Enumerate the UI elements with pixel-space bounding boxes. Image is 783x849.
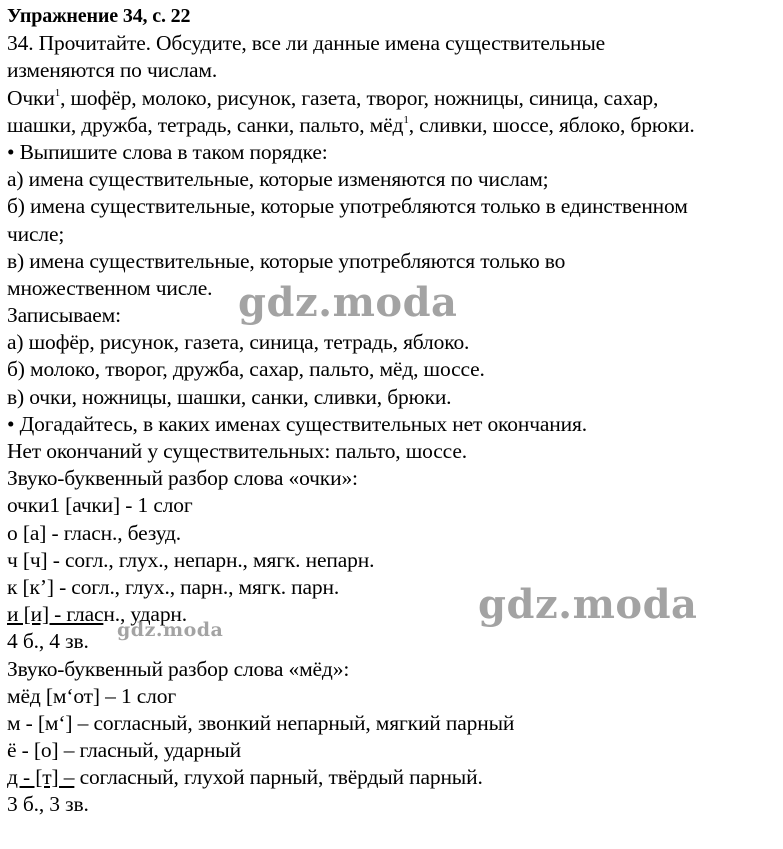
instruction-v-line-1: в) имена существительные, которые употребляются только во <box>7 248 566 273</box>
parse-ochki-o: о [а] - гласн., безуд. <box>7 520 181 545</box>
instruction-b-line-1: б) имена существительные, которые употребляются только в единственном <box>7 194 688 219</box>
parse-ochki-k: к [к’] - согл., глух., парн., мягк. парн. <box>7 574 340 599</box>
watermark-logo: gdz.moda <box>238 279 458 326</box>
word-ochki: Очки <box>7 85 55 110</box>
word-list-rest: , шофёр, молоко, рисунок, газета, творог, ножницы, синица, сахар, <box>60 85 659 110</box>
no-endings-answer: Нет окончаний у существительных: пальто, шоссе. <box>7 439 467 463</box>
question-bullet: • Догадайтесь, в каких именах существительных нет окончания. <box>7 411 587 436</box>
parse-text: н., ударн. <box>103 602 187 627</box>
word-list-rest: , сливки, шоссе, яблоко, брюки. <box>408 112 695 137</box>
word-list-line-2 <box>7 112 777 139</box>
document <box>7 3 777 819</box>
footnote-mark: 1 <box>403 113 409 126</box>
footnote-mark: 1 <box>54 86 61 99</box>
parse-med-m: м - [м‘] – согласный, звонкий непарный, мягкий парный <box>7 710 515 735</box>
parse-med-yo: ё - [о] – гласный, ударный <box>7 738 241 763</box>
exercise-heading: Упражнение 34, с. 22 <box>7 5 191 27</box>
parse-ochki-count: 4 б., 4 зв. <box>7 629 89 654</box>
task-line-2: изменяются по числам. <box>7 58 218 83</box>
underlined-text: и [и] - глас <box>7 602 104 627</box>
instruction-bullet: • Выпишите слова в таком порядке: <box>7 139 328 164</box>
answer-b: б) молоко, творог, дружба, сахар, пальто, мёд, шоссе. <box>7 357 485 382</box>
instruction-a: а) имена существительные, которые изменяются по числам; <box>7 167 549 192</box>
answer-label: Записываем: <box>7 303 121 328</box>
instruction-b-line-2: числе; <box>7 221 65 246</box>
parse-med-word: мёд [м‘от] – 1 слог <box>7 683 177 708</box>
underlined-text: д - [т] – <box>7 765 75 790</box>
instruction-v-line-2: множественном числе. <box>7 275 213 300</box>
parse-med-title: Звуко-буквенный разбор слова «мёд»: <box>7 656 350 681</box>
parse-med-count: 3 б., 3 зв. <box>7 792 89 817</box>
answer-a: а) шофёр, рисунок, газета, синица, тетрадь, яблоко. <box>7 330 470 355</box>
answer-v: в) очки, ножницы, шашки, санки, сливки, брюки. <box>7 384 452 409</box>
word-list-part: шашки, дружба, тетрадь, санки, пальто, мёд <box>7 112 404 137</box>
parse-med-d <box>7 764 777 791</box>
watermark-logo: gdz.moda <box>117 619 224 641</box>
parse-text: согласный, глухой парный, твёрдый парный. <box>74 765 483 790</box>
parse-ochki-word: очки1 [ачки] - 1 слог <box>7 493 193 518</box>
parse-ochki-ch: ч [ч] - согл., глух., непарн., мягк. непарн. <box>7 547 375 572</box>
watermark-logo: gdz.moda <box>478 581 698 628</box>
task-line-1: 34. Прочитайте. Обсудите, все ли данные имена существительные <box>7 31 606 56</box>
word-list-line-1 <box>7 85 777 112</box>
parse-ochki-title: Звуко-буквенный разбор слова «очки»: <box>7 466 358 491</box>
